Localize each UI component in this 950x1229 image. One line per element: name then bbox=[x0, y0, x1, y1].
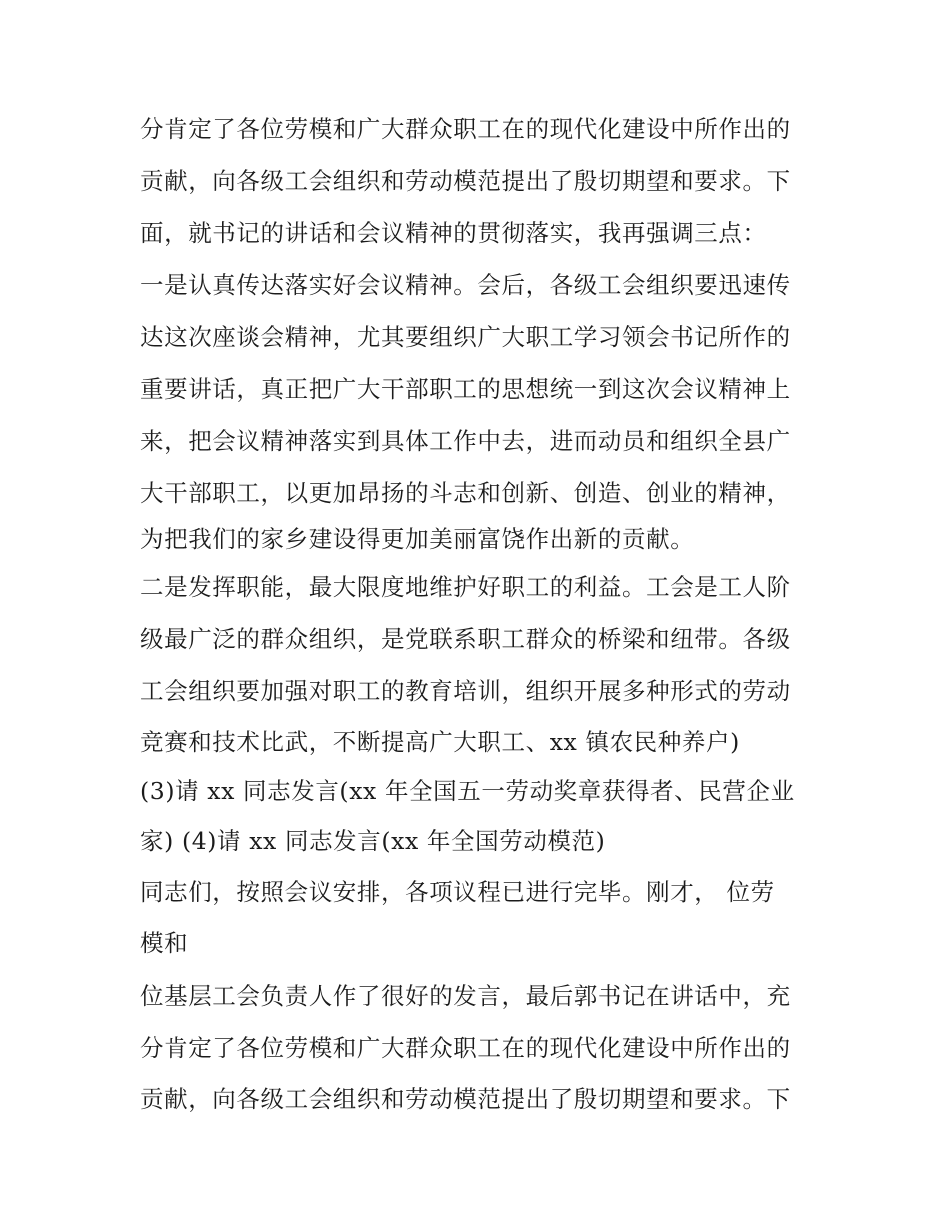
text-line: 为把我们的家乡建设得更加美丽富饶作出新的贡献。 bbox=[140, 525, 695, 553]
text-line: 分肯定了各位劳模和广大群众职工在的现代化建设中所作出的 bbox=[140, 1034, 791, 1062]
text-line: 贡献，向各级工会组织和劳动模范提出了殷切期望和要求。下 bbox=[140, 167, 791, 195]
text-line: 面，就书记的讲话和会议精神的贯彻落实，我再强调三点： bbox=[140, 219, 767, 247]
text-line: (3)请 xx 同志发言(xx 年全国五一劳动奖章获得者、民营企业 bbox=[140, 777, 795, 805]
text-line: 来，把会议精神落实到具体工作中去，进而动员和组织全县广 bbox=[140, 427, 791, 455]
text-line: 级最广泛的群众组织，是党联系职工群众的桥梁和纽带。各级 bbox=[140, 625, 791, 653]
text-line: 达这次座谈会精神，尤其要组织广大职工学习领会书记所作的 bbox=[140, 323, 791, 351]
text-line: 重要讲话，真正把广大干部职工的思想统一到这次会议精神上 bbox=[140, 375, 791, 403]
text-line: 同志们，按照会议安排，各项议程已进行完毕。刚才， 位劳 bbox=[140, 878, 775, 906]
text-line: 二是发挥职能，最大限度地维护好职工的利益。工会是工人阶 bbox=[140, 573, 791, 601]
text-line: 工会组织要加强对职工的教育培训，组织开展多种形式的劳动 bbox=[140, 677, 791, 705]
text-line: 分肯定了各位劳模和广大群众职工在的现代化建设中所作出的 bbox=[140, 115, 791, 143]
text-line: 一是认真传达落实好会议精神。会后，各级工会组织要迅速传 bbox=[140, 271, 791, 299]
text-line: 模和 bbox=[140, 929, 189, 957]
text-line: 位基层工会负责人作了很好的发言，最后郭书记在讲话中，充 bbox=[140, 982, 791, 1010]
text-line: 贡献，向各级工会组织和劳动模范提出了殷切期望和要求。下 bbox=[140, 1085, 791, 1113]
text-line: 竞赛和技术比武，不断提高广大职工、xx 镇农民种养户) bbox=[140, 728, 740, 756]
text-line: 大干部职工，以更加昂扬的斗志和创新、创造、创业的精神， bbox=[140, 479, 791, 507]
text-line: 家) (4)请 xx 同志发言(xx 年全国劳动模范) bbox=[140, 827, 606, 855]
